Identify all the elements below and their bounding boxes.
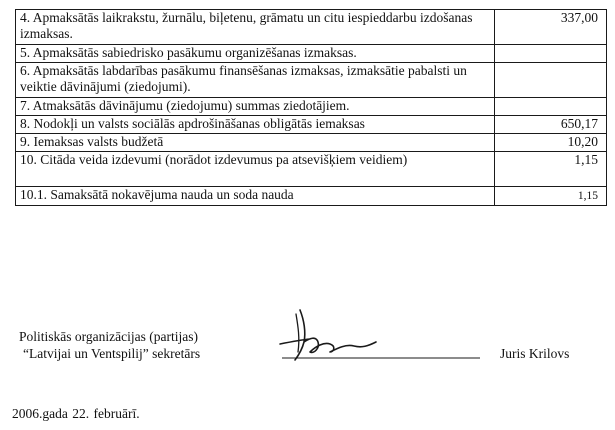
- row-amount: [495, 63, 607, 98]
- row-amount: [495, 45, 607, 63]
- row-amount: [495, 98, 607, 116]
- table-row: [16, 152, 607, 187]
- signatory-title: [19, 328, 200, 362]
- table-row: [16, 187, 607, 206]
- table-row: [16, 134, 607, 152]
- row-label: 10. Citāda veida izdevumi (norādot izdevumus pa atsevišķiem veidiem): [16, 152, 495, 187]
- row-label: 4. Apmaksātās laikrakstu, žurnālu, biļetenu, grāmatu un citu iespieddarbu izdošanas izmaksas.: [16, 10, 495, 45]
- row-label: 9. Iemaksas valsts budžetā: [16, 134, 495, 152]
- row-label: 7. Atmaksātās dāvinājumu (ziedojumu) summas ziedotājiem.: [16, 98, 495, 116]
- row-label: 10.1. Samaksātā nokavējuma nauda un soda nauda: [16, 187, 495, 206]
- signatory-name: Juris Krilovs: [500, 346, 570, 361]
- row-amount: 1,15: [495, 152, 607, 187]
- signatory-org-line2: “Latvijai un Ventspilij” sekretārs: [23, 346, 201, 361]
- row-amount: 1,15: [495, 187, 607, 206]
- row-amount: 10,20: [495, 134, 607, 152]
- table-row: [16, 63, 607, 98]
- table-row: [16, 45, 607, 63]
- table-row: [16, 116, 607, 134]
- row-label: 6. Apmaksātās labdarības pasākumu finansēšanas izmaksas, izmaksātie pabalsti un veiktie dāvinājumi (ziedojumi).: [16, 63, 495, 98]
- row-label: 8. Nodokļi un valsts sociālās apdrošināšanas obligātās iemaksas: [16, 116, 495, 134]
- handwritten-signature: [260, 302, 480, 372]
- document-date: 2006.gada 22. februārī.: [12, 406, 140, 421]
- expenses-table: [15, 9, 607, 206]
- signatory-org-line1: Politiskās organizācijas (partijas): [19, 329, 198, 344]
- row-label: 5. Apmaksātās sabiedrisko pasākumu organizēšanas izmaksas.: [16, 45, 495, 63]
- row-amount: 650,17: [495, 116, 607, 134]
- table-row: [16, 10, 607, 45]
- table-row: [16, 98, 607, 116]
- row-amount: 337,00: [495, 10, 607, 45]
